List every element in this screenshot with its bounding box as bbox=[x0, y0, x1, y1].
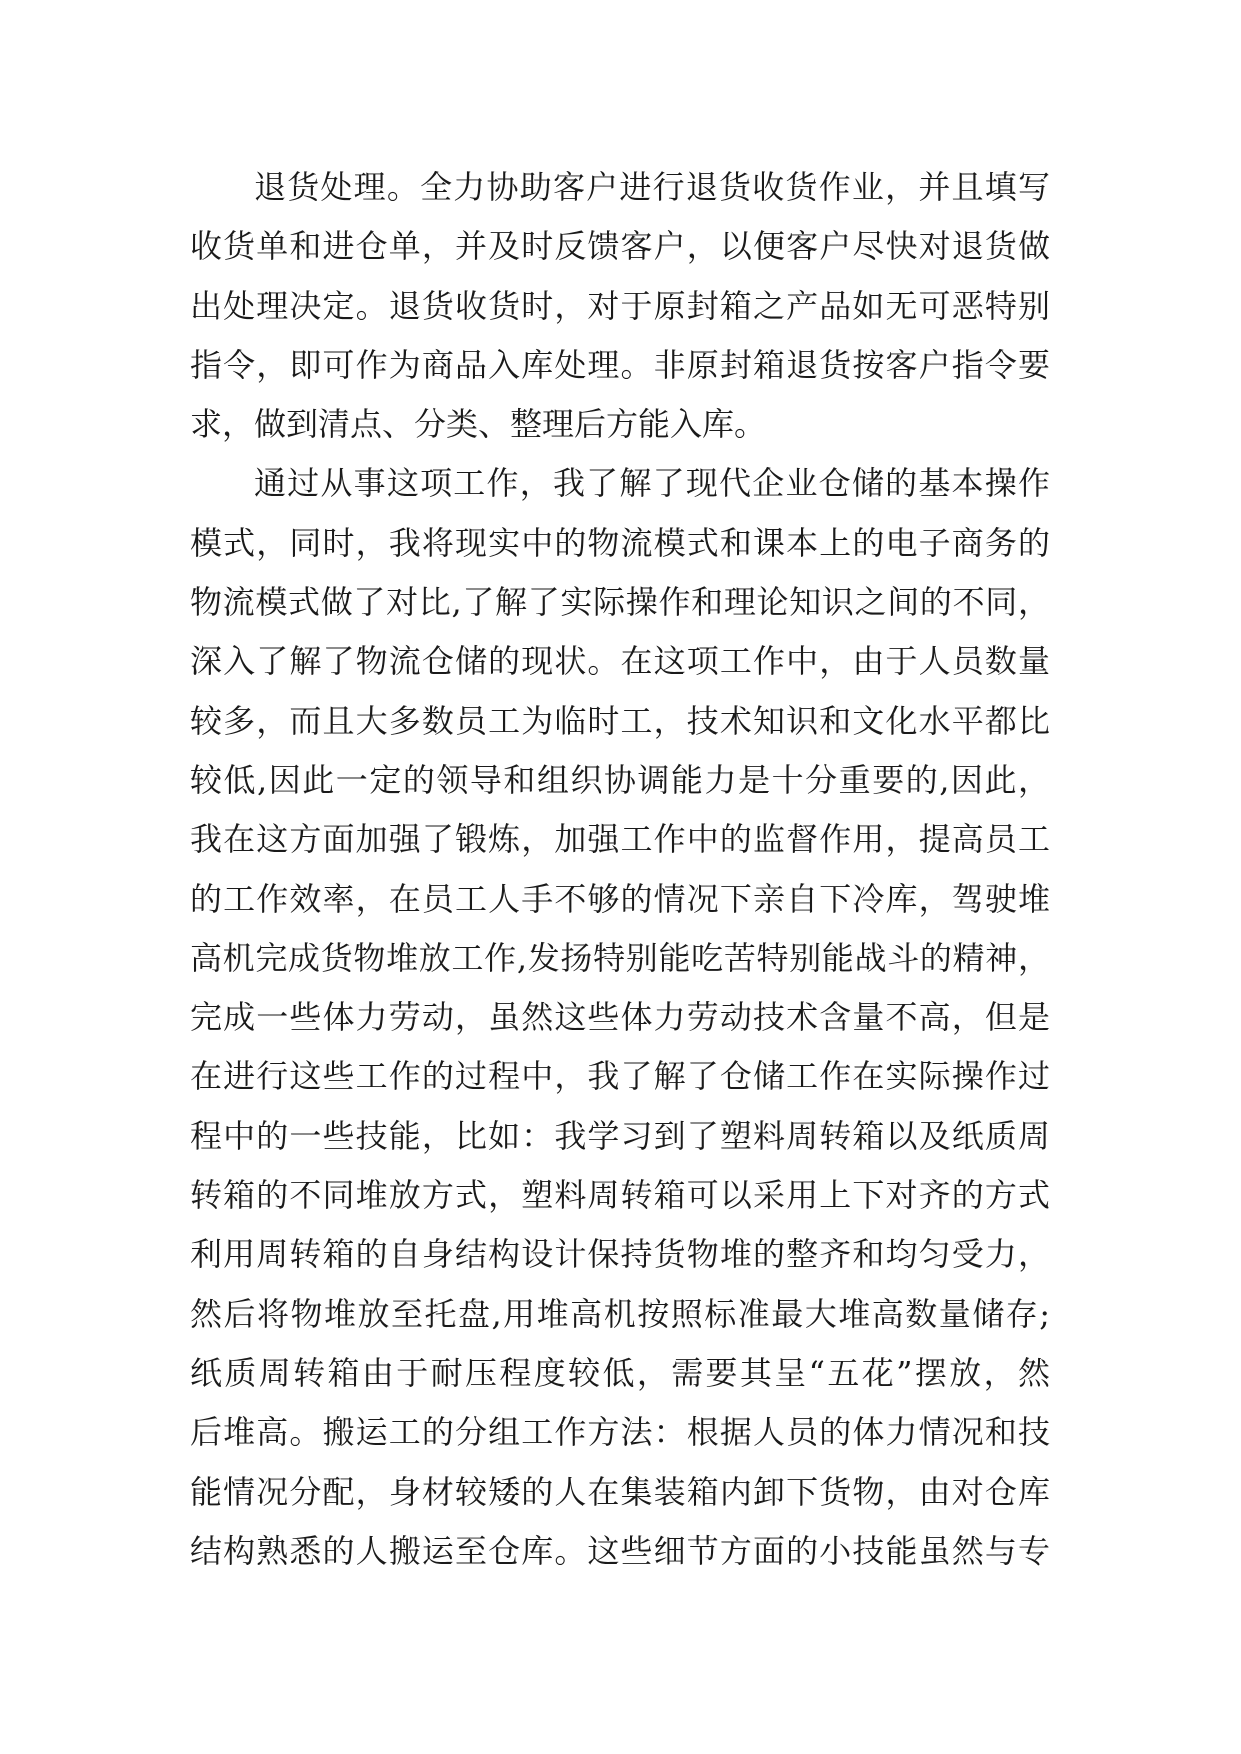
text-line: 退货处理。全力协助客户进行退货收货作业，并且填写 bbox=[254, 168, 1050, 206]
text-line: 收货单和进仓单，并及时反馈客户，以便客户尽快对退货做 bbox=[190, 227, 1050, 266]
text-line: 利用周转箱的自身结构设计保持货物堆的整齐和均匀受力， bbox=[190, 1235, 1050, 1274]
text-line: 物流模式做了对比,了解了实际操作和理论知识之间的不同， bbox=[190, 583, 1050, 622]
text-line: 较低,因此一定的领导和组织协调能力是十分重要的,因此， bbox=[190, 760, 1050, 799]
text-line: 较多，而且大多数员工为临时工，技术知识和文化水平都比 bbox=[190, 701, 1050, 740]
text-line: 后堆高。搬运工的分组工作方法：根据人员的体力情况和技 bbox=[190, 1413, 1050, 1452]
text-line: 转箱的不同堆放方式，塑料周转箱可以采用上下对齐的方式 bbox=[190, 1176, 1050, 1215]
text-line: 出处理决定。退货收货时，对于原封箱之产品如无可恶特别 bbox=[190, 286, 1050, 325]
text-line: 结构熟悉的人搬运至仓库。这些细节方面的小技能虽然与专 bbox=[190, 1531, 1050, 1570]
text-line: 指令，即可作为商品入库处理。非原封箱退货按客户指令要 bbox=[190, 345, 1050, 384]
text-line: 程中的一些技能，比如：我学习到了塑料周转箱以及纸质周 bbox=[190, 1116, 1050, 1155]
text-line: 在进行这些工作的过程中，我了解了仓储工作在实际操作过 bbox=[190, 1057, 1050, 1096]
text-line: 完成一些体力劳动，虽然这些体力劳动技术含量不高，但是 bbox=[190, 998, 1050, 1037]
text-line: 能情况分配，身材较矮的人在集装箱内卸下货物，由对仓库 bbox=[190, 1472, 1050, 1511]
text-line: 模式，同时，我将现实中的物流模式和课本上的电子商务的 bbox=[190, 523, 1050, 562]
text-line: 纸质周转箱由于耐压程度较低，需要其呈“五花”摆放，然 bbox=[190, 1353, 1050, 1392]
text-line: 求，做到清点、分类、整理后方能入库。 bbox=[190, 405, 767, 444]
text-line: 高机完成货物堆放工作,发扬特别能吃苦特别能战斗的精神， bbox=[190, 938, 1050, 977]
body-text bbox=[190, 158, 1050, 1581]
text-line: 的工作效率，在员工人手不够的情况下亲自下冷库，驾驶堆 bbox=[190, 879, 1050, 918]
text-line: 然后将物堆放至托盘,用堆高机按照标准最大堆高数量储存; bbox=[190, 1294, 1050, 1333]
text-line: 通过从事这项工作，我了解了现代企业仓储的基本操作 bbox=[254, 464, 1050, 503]
text-line: 我在这方面加强了锻炼，加强工作中的监督作用，提高员工 bbox=[190, 820, 1050, 859]
text-line: 深入了解了物流仓储的现状。在这项工作中，由于人员数量 bbox=[190, 642, 1050, 681]
